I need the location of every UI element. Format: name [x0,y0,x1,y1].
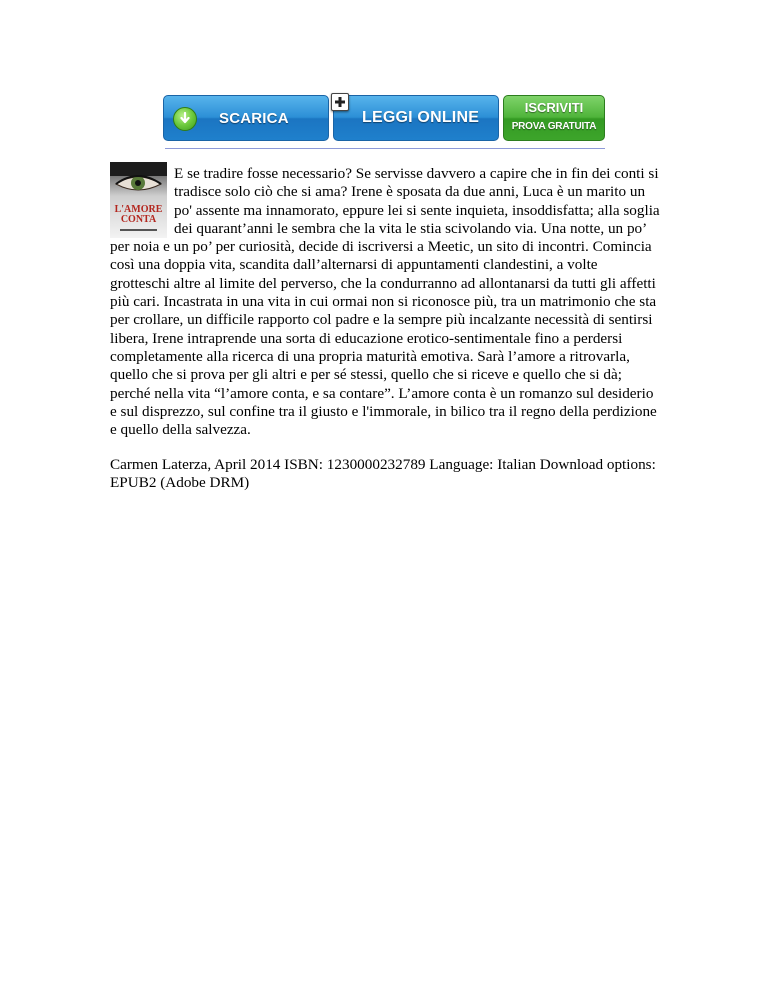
book-article [110,165,660,439]
download-arrow-icon [173,107,197,131]
read-online-button-label: LEGGI ONLINE [362,109,480,126]
action-button-bar [163,95,605,142]
divider [165,148,605,149]
book-metadata: Carmen Laterza, April 2014 ISBN: 1230000232789 Language: Italian Download options: EPUB2 (Adobe DRM) [110,456,656,492]
signup-button[interactable] [503,95,605,141]
svg-text:CONTA: CONTA [120,214,157,225]
signup-button-subtitle: PROVA GRATUITA [511,121,597,132]
book-cover-image [110,162,167,238]
plus-icon [331,93,349,111]
signup-button-title: ISCRIVITI [524,100,584,115]
book-description: E se tradire fosse necessario? Se servisse davvero a capire che in fin dei conti si tradisce solo ciò che si ama? Irene è sposata da due anni, Luca è un marito un po' assente ma innamorato, eppure lei si sente inquieta, insoddisfatta; alla soglia dei quarant’anni le sembra che la vita le stia scivolando via. Una notte, un po’ per noia e un po’ per curiosità, decide di iscriversi a Meetic, un sito di incontri. Comincia così una doppia vita, scandita dall’alternarsi di appuntamenti clandestini, a volte grotteschi altre al limite del perverso, che la condurranno ad allontanarsi da tutti gli affetti più cari. Incastrata in una vita in cui ormai non si riconosce più, tra un matrimonio che sta per crollare, un difficile rapporto col padre e la sempre più incalzante necessità di sentirsi libera, Irene intraprende una sorta di educazione erotico-sentimentale fino a perdersi completamente alla ricerca di una propria maturità emotiva. Sarà l’amore a ritrovarla, quello che si prova per gli altri e per sé stessi, quello che si riceve e quello che si dà; perché nella vita “l’amore conta, e sa contare”. L’amore conta è un romanzo sul desiderio e sul disprezzo, sul confine tra il giusto e l'immorale, in bilico tra il regno della perdizione e quello della salvezza. [110,165,660,439]
svg-text:L'AMORE: L'AMORE [114,204,163,215]
download-button-label: SCARICA [219,110,289,127]
download-button[interactable] [163,95,329,141]
read-online-button[interactable] [333,95,499,141]
